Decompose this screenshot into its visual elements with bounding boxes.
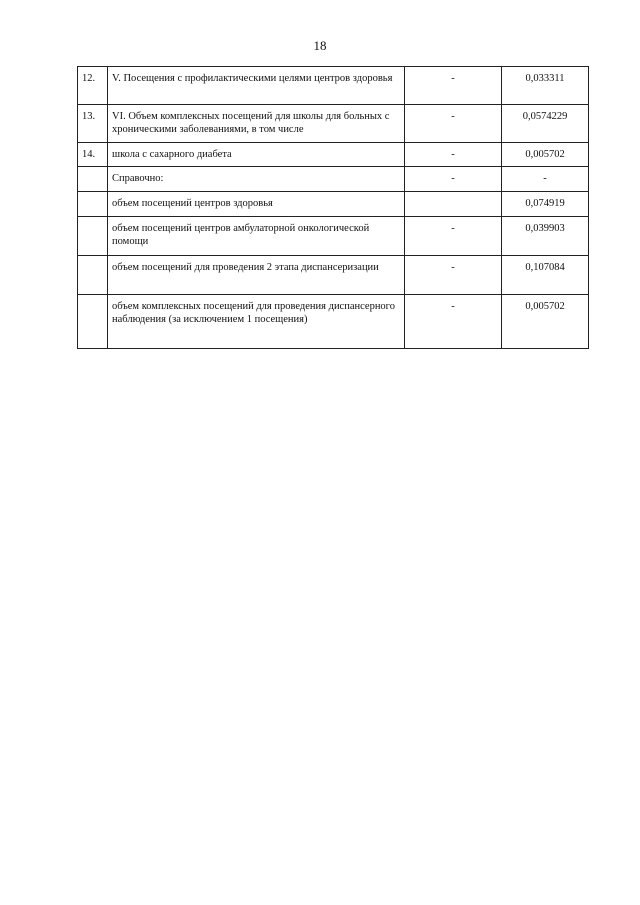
data-table (77, 66, 589, 349)
table-row (78, 105, 589, 143)
row-col3: - (405, 143, 502, 167)
row-col3: - (405, 217, 502, 256)
row-number: 13. (78, 105, 108, 143)
page-number: 18 (313, 38, 327, 53)
row-number (78, 167, 108, 192)
row-description: V. Посещения с профилактическими целями центров здоровья (108, 67, 405, 105)
table-row (78, 256, 589, 295)
row-number (78, 217, 108, 256)
row-number: 12. (78, 67, 108, 105)
row-description: VI. Объем комплексных посещений для школы для больных с хроническими заболеваниями, в том числе (108, 105, 405, 143)
row-col3: - (405, 105, 502, 143)
row-value: 0,039903 (502, 217, 589, 256)
row-value: 0,005702 (502, 295, 589, 349)
row-value: 0,033311 (502, 67, 589, 105)
row-description: объем посещений для проведения 2 этапа диспансеризации (108, 256, 405, 295)
row-description: школа с сахарного диабета (108, 143, 405, 167)
table-row (78, 217, 589, 256)
row-description: объем посещений центров здоровья (108, 192, 405, 217)
row-number (78, 295, 108, 349)
row-col3: - (405, 256, 502, 295)
row-col3: - (405, 295, 502, 349)
row-description: объем посещений центров амбулаторной онкологической помощи (108, 217, 405, 256)
table-row (78, 295, 589, 349)
table-row (78, 192, 589, 217)
row-col3: - (405, 167, 502, 192)
row-description: Справочно: (108, 167, 405, 192)
row-col3: - (405, 67, 502, 105)
table-row (78, 67, 589, 105)
row-number: 14. (78, 143, 108, 167)
row-value: 0,005702 (502, 143, 589, 167)
row-col3 (405, 192, 502, 217)
row-value: 0,074919 (502, 192, 589, 217)
table-row (78, 143, 589, 167)
row-number (78, 256, 108, 295)
row-description: объем комплексных посещений для проведения диспансерного наблюдения (за исключением 1 посещения) (108, 295, 405, 349)
row-value: - (502, 167, 589, 192)
row-value: 0,0574229 (502, 105, 589, 143)
row-number (78, 192, 108, 217)
table-row (78, 167, 589, 192)
row-value: 0,107084 (502, 256, 589, 295)
